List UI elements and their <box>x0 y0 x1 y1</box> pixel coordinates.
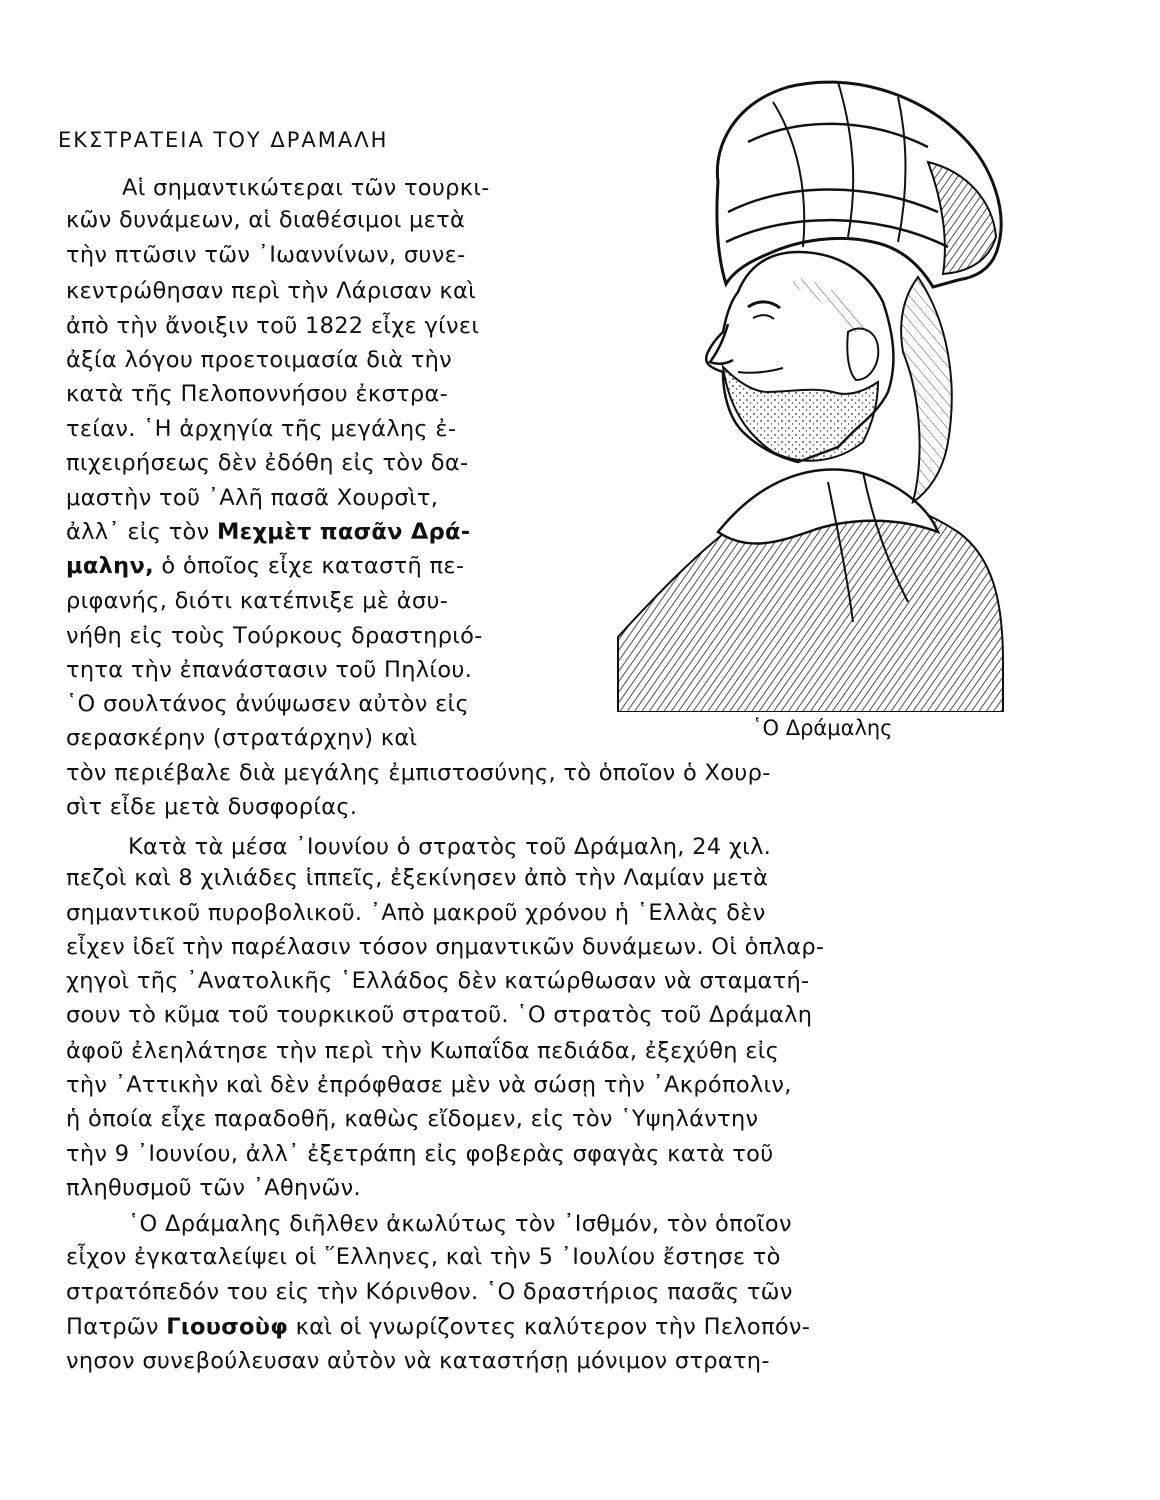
text-run: καὶ οἱ γνωρίζοντες καλύτερον τὴν Πελοπόν- <box>288 1314 811 1340</box>
text-line: πεζοὶ καὶ 8 χιλιάδες ἱππεῖς, ἐξεκίνησεν ἀπὸ τὴν Λαμίαν μετὰ <box>66 865 769 891</box>
text-line: ῾Ο Δράμαλης διῆλθεν ἀκωλύτως τὸν ᾿Ισθμόν, τὸν ὁποῖον <box>128 1211 792 1237</box>
text-line: σημαντικοῦ πυροβολικοῦ. ᾿Απὸ μακροῦ χρόνου ἡ ῾Ελλὰς δὲν <box>66 900 766 926</box>
text-line: ῾Ο σουλτάνος ἀνύψωσεν αὐτὸν εἰς <box>66 691 469 717</box>
text-line: κατὰ τῆς Πελοποννήσου ἐκστρα- <box>66 381 449 407</box>
text-line <box>66 550 464 582</box>
text-line: Αἱ σημαντικώτεραι τῶν τουρκι- <box>122 175 490 201</box>
name-dramali: μαλην, <box>66 553 154 579</box>
text-line: σερασκέρην (στρατάρχην) καὶ <box>66 725 418 751</box>
text-run: ἀλλ᾿ εἰς τὸν <box>66 519 217 545</box>
text-line: ἡ ὁποία εἶχε παραδοθῆ, καθὼς εἴδομεν, εἰς τὸν ῾Υψηλάντην <box>66 1106 759 1132</box>
text-line: σουν τὸ κῦμα τοῦ τουρκικοῦ στρατοῦ. ῾Ο στρατὸς τοῦ Δράμαλη <box>66 1002 813 1028</box>
text-line: τὴν πτῶσιν τῶν ᾿Ιωαννίνων, συνε- <box>66 242 466 268</box>
text-line: πληθυσμοῦ τῶν ᾿Αθηνῶν. <box>66 1175 361 1201</box>
text-line: πιχειρήσεως δὲν ἐδόθη εἰς τὸν δα- <box>66 450 469 476</box>
section-heading: ΕΚΣΤΡΑΤΕΙΑ ΤΟΥ ΔΡΑΜΑΛΗ <box>58 128 389 152</box>
name-mehmet-pasha: Μεχμὲτ πασᾶν Δρά- <box>216 519 471 545</box>
dramali-portrait <box>598 62 1008 712</box>
text-line: ἀφοῦ ἐλεηλάτησε τὴν περὶ τὴν Κωπαΐδα πεδιάδα, ἐξεχύθη εἰς <box>66 1038 780 1064</box>
text-run: Πατρῶν <box>66 1314 167 1340</box>
text-line: μαστὴν τοῦ ᾿Αλῆ πασᾶ Χουρσὶτ, <box>66 485 439 511</box>
text-line <box>66 516 470 548</box>
text-line: κῶν δυνάμεων, αἱ διαθέσιμοι μετὰ <box>66 207 466 233</box>
text-line <box>66 1311 810 1343</box>
text-line: στρατόπεδόν του εἰς τὴν Κόρινθον. ῾Ο δραστήριος πασᾶς τῶν <box>66 1279 793 1305</box>
text-line: εἶχεν ἰδεῖ τὴν παρέλασιν τόσον σημαντικῶν δυνάμεων. Οἱ ὁπλαρ- <box>66 934 825 960</box>
text-line: εἶχον ἐγκαταλείψει οἱ ῞Ελληνες, καὶ τὴν 5 ᾿Ιουλίου ἔστησε τὸ <box>66 1244 781 1270</box>
text-line: ἀξία λόγου προετοιμασία διὰ τὴν <box>66 347 453 373</box>
text-run: ὁ ὁποῖος εἶχε καταστῆ πε- <box>153 553 465 579</box>
text-line: νήθη εἰς τοὺς Τούρκους δραστηριό- <box>66 623 483 649</box>
text-line: τητα τὴν ἐπανάστασιν τοῦ Πηλίου. <box>66 657 473 683</box>
text-line: νησον συνεβούλευσαν αὐτὸν νὰ καταστήσῃ μόνιμον στρατη- <box>66 1348 770 1374</box>
portrait-caption: ῾Ο Δράμαλης <box>752 716 893 740</box>
name-giousouf: Γιουσοὺφ <box>166 1314 289 1340</box>
turban-tail-shape <box>901 277 952 502</box>
text-line: τὴν 9 ᾿Ιουνίου, ἀλλ᾿ ἐξετράπη εἰς φοβερὰς σφαγὰς κατὰ τοῦ <box>66 1141 774 1167</box>
text-line: κεντρώθησαν περὶ τὴν Λάρισαν καὶ <box>66 278 477 304</box>
text-line: χηγοὶ τῆς ᾿Ανατολικῆς ῾Ελλάδος δὲν κατώρθωσαν νὰ σταματή- <box>66 968 810 994</box>
text-line: ριφανής, διότι κατέπνιξε μὲ ἀσυ- <box>66 588 449 614</box>
text-line: σὶτ εἶδε μετὰ δυσφορίας. <box>66 794 358 820</box>
text-line: τείαν. ῾Η ἀρχηγία τῆς μεγάλης ἐ- <box>66 416 457 442</box>
text-line: τὴν ᾿Αττικὴν καὶ δὲν ἐπρόφθασε μὲν νὰ σώσῃ τὴν ᾿Ακρόπολιν, <box>66 1072 792 1098</box>
text-line: ἀπὸ τὴν ἄνοιξιν τοῦ 1822 εἶχε γίνει <box>66 313 480 339</box>
text-line: τὸν περιέβαλε διὰ μεγάλης ἐμπιστοσύνης, τὸ ὁποῖον ὁ Χουρ- <box>66 760 771 786</box>
text-line: Κατὰ τὰ μέσα ᾿Ιουνίου ὁ στρατὸς τοῦ Δράμαλη, 24 χιλ. <box>128 834 772 860</box>
